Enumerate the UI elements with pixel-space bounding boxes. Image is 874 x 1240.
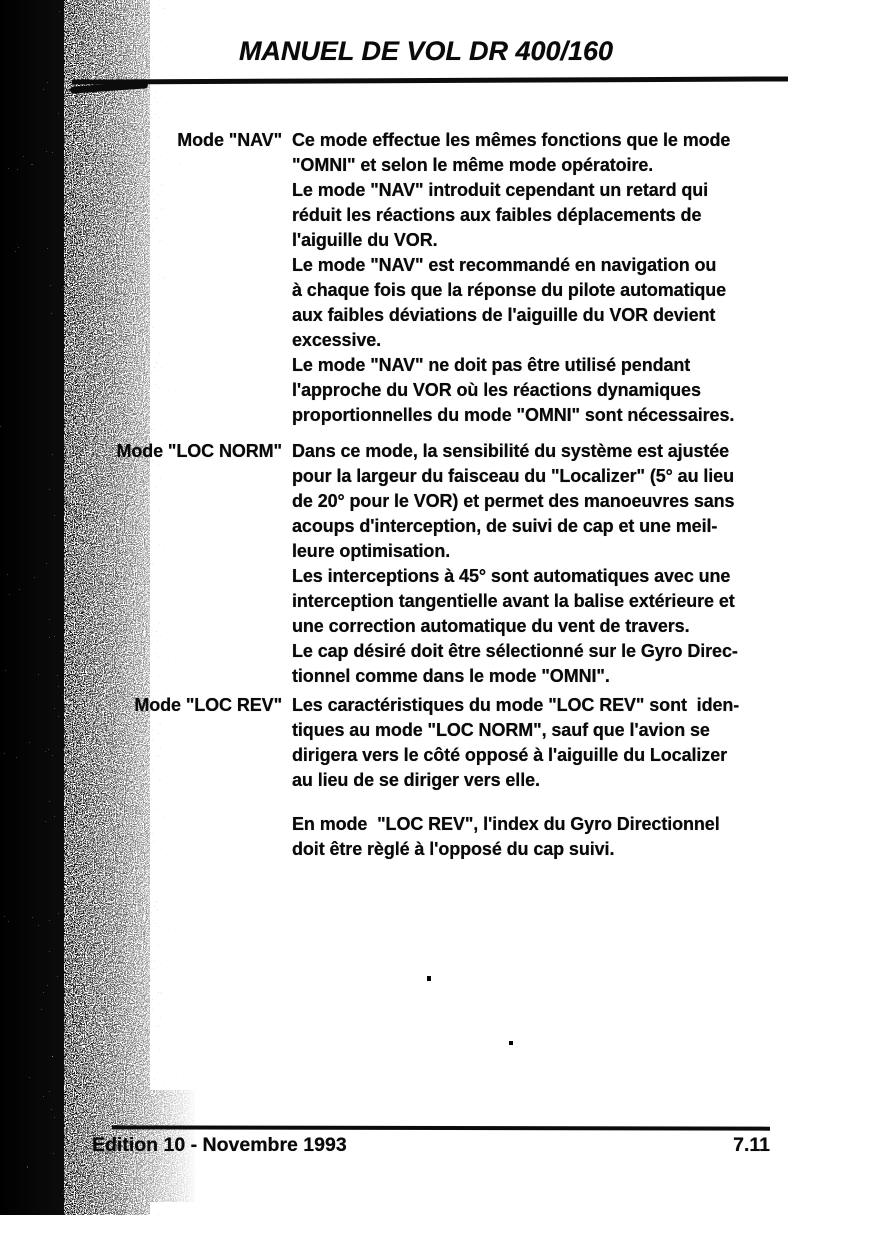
text-line: une correction automatique du vent de travers. <box>292 616 690 636</box>
text-line: acoups d'interception, de suivi de cap et une meil- <box>292 516 718 536</box>
paragraph <box>292 128 802 428</box>
text-line: tionnel comme dans le mode "OMNI". <box>292 666 610 686</box>
text-line: Le cap désiré doit être sélectionné sur le Gyro Direc- <box>292 641 738 661</box>
page-title: MANUEL DE VOL DR 400/160 <box>238 36 614 66</box>
mode-description <box>292 439 802 689</box>
text-line: leure optimisation. <box>292 541 451 561</box>
mode-label: Mode "LOC REV" <box>134 695 282 715</box>
mode-description <box>292 693 802 862</box>
footer-edition: Edition 10 - Novembre 1993 <box>92 1134 347 1156</box>
binding-noise-strip <box>0 0 195 1215</box>
footer-page-number: 7.11 <box>733 1134 770 1156</box>
text-line: aux faibles déviations de l'aiguille du VOR devient <box>292 305 716 325</box>
text-line: réduit les réactions aux faibles déplacements de <box>292 205 702 225</box>
text-line: tiques au mode "LOC NORM", sauf que l'avion se <box>292 720 710 740</box>
text-line: Ce mode effectue les mêmes fonctions que le mode <box>292 130 731 150</box>
scan-speck <box>509 1041 513 1045</box>
text-line: à chaque fois que la réponse du pilote automatique <box>292 280 727 300</box>
text-line: Les caractéristiques du mode "LOC REV" sont iden- <box>292 695 740 715</box>
text-line: pour la largeur du faisceau du "Localizer" (5° au lieu <box>292 466 734 486</box>
text-line: Le mode "NAV" introduit cependant un retard qui <box>292 180 709 200</box>
text-line: Les interceptions à 45° sont automatiques avec une <box>292 566 731 586</box>
text-line: Le mode "NAV" est recommandé en navigation ou <box>292 255 717 275</box>
text-line: l'aiguille du VOR. <box>292 230 438 250</box>
footer-rule <box>112 1125 770 1130</box>
mode-label: Mode "LOC NORM" <box>116 441 282 461</box>
paragraph <box>292 693 802 793</box>
text-line: Le mode "NAV" ne doit pas être utilisé pendant <box>292 355 691 375</box>
mode-description <box>292 128 802 428</box>
scan-speck <box>427 976 431 981</box>
paragraph <box>292 439 802 689</box>
text-line: Dans ce mode, la sensibilité du système est ajustée <box>292 441 730 461</box>
text-line: doit être règlé à l'opposé du cap suivi. <box>292 839 615 859</box>
text-line: excessive. <box>292 330 382 350</box>
text-line: interception tangentielle avant la balise extérieure et <box>292 591 735 611</box>
text-line: l'approche du VOR où les réactions dynamiques <box>292 380 701 400</box>
paragraph <box>292 812 802 862</box>
text-line: dirigera vers le côté opposé à l'aiguille du Localizer <box>292 745 728 765</box>
text-line: au lieu de se diriger vers elle. <box>292 770 540 790</box>
text-line: En mode "LOC REV", l'index du Gyro Directionnel <box>292 814 720 834</box>
text-line: de 20° pour le VOR) et permet des manoeuvres sans <box>292 491 735 511</box>
text-line: "OMNI" et selon le même mode opératoire. <box>292 155 654 175</box>
mode-label: Mode "NAV" <box>177 130 282 150</box>
text-line: proportionnelles du mode "OMNI" sont nécessaires. <box>292 405 735 425</box>
